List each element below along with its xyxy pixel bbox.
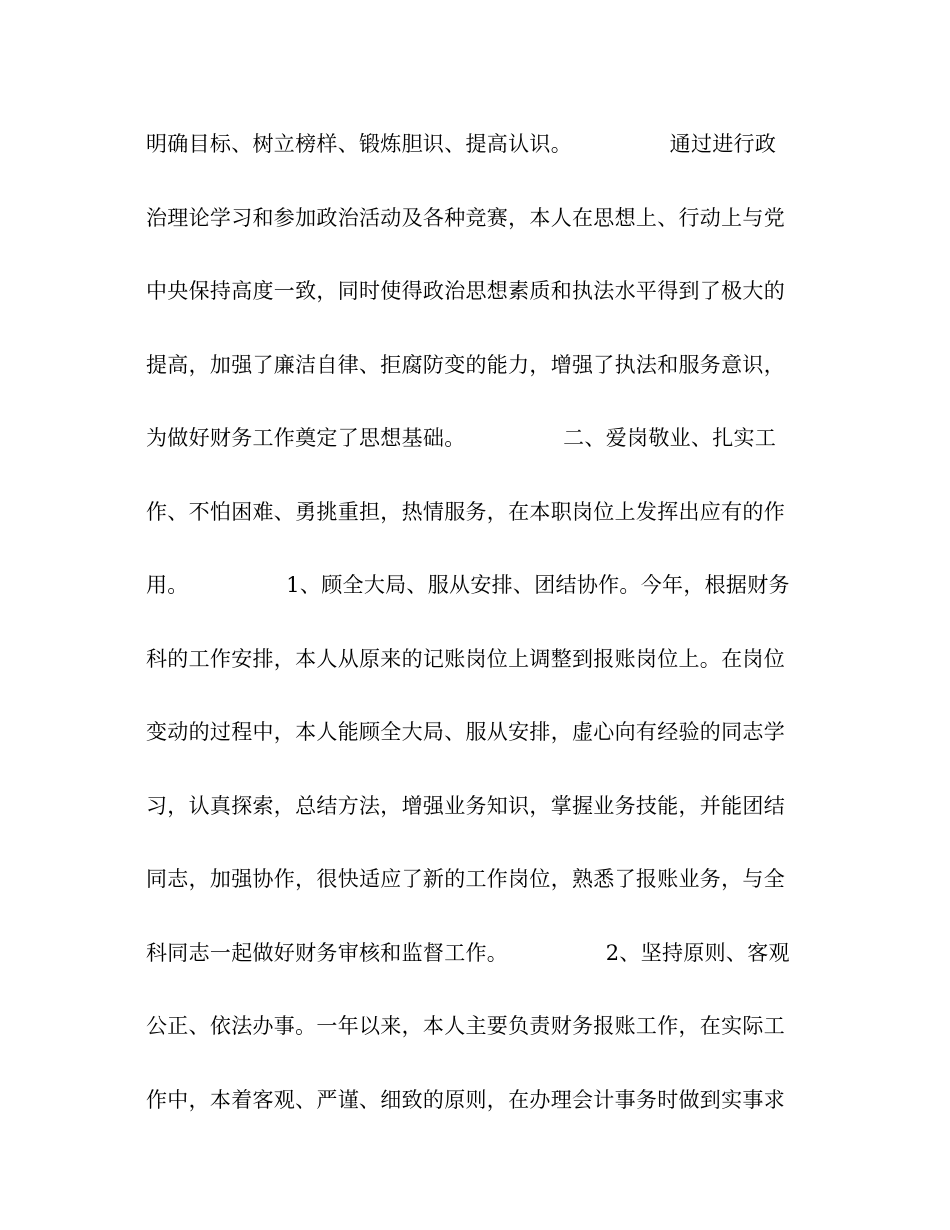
text-line: 科同志一起做好财务审核和监督工作。 2、坚持原则、客观	[146, 940, 790, 965]
text-line: 科的工作安排，本人从原来的记账岗位上调整到报账岗位上。在岗位	[146, 646, 785, 671]
text-line: 治理论学习和参加政治活动及各种竞赛，本人在思想上、行动上与党	[146, 205, 785, 230]
text-line: 用。 1、顾全大局、服从安排、团结协作。今年，根据财务	[146, 573, 790, 597]
text-line: 提高，加强了廉洁自律、拒腐防变的能力，增强了执法和服务意识，	[146, 352, 785, 377]
text-line: 作中，本着客观、严谨、细致的原则，在办理会计事务时做到实事求	[146, 1087, 785, 1112]
text-line: 作、不怕困难、勇挑重担，热情服务，在本职岗位上发挥出应有的作	[146, 499, 785, 524]
text-line: 明确目标、树立榜样、锻炼胆识、提高认识。 通过进行政	[146, 132, 777, 156]
body-text	[146, 126, 806, 1155]
text-line: 公正、依法办事。一年以来，本人主要负责财务报账工作，在实际工	[146, 1014, 785, 1038]
text-line: 中央保持高度一致，同时使得政治思想素质和执法水平得到了极大的	[146, 279, 785, 303]
text-line: 习，认真探索，总结方法，增强业务知识，掌握业务技能，并能团结	[146, 793, 785, 818]
text-line: 同志，加强协作，很快适应了新的工作岗位，熟悉了报账业务，与全	[146, 867, 785, 891]
text-line: 变动的过程中，本人能顾全大局、服从安排，虚心向有经验的同志学	[146, 720, 785, 744]
text-line: 为做好财务工作奠定了思想基础。 二、爱岗敬业、扎实工	[146, 426, 777, 450]
